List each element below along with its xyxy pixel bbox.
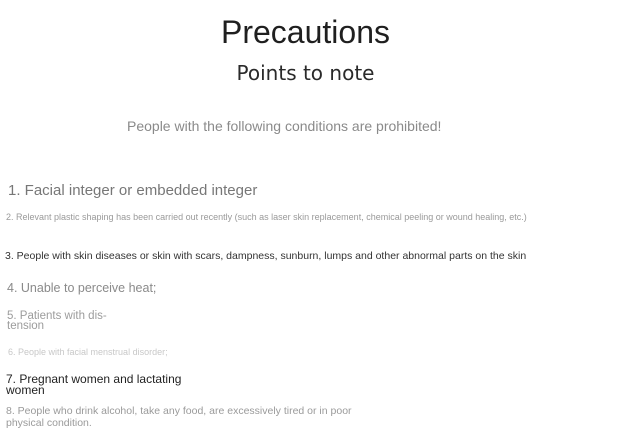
list-item-6: 6. People with facial menstrual disorder; — [8, 347, 168, 357]
list-item-5: 5. Patients with dis- tension — [7, 310, 107, 332]
list-item-8: 8. People who drink alcohol, take any food, are excessively tired or in poor physical condition. — [6, 405, 352, 429]
prohibited-intro: People with the following conditions are prohibited! — [127, 118, 442, 134]
list-item-2: 2. Relevant plastic shaping has been carried out recently (such as laser skin replacement, chemical peeling or wound healing, etc.) — [6, 212, 527, 222]
list-item-7: 7. Pregnant women and lactating women — [6, 372, 182, 397]
page-subtitle: Points to note — [236, 61, 375, 85]
list-item-3: 3. People with skin diseases or skin with scars, dampness, sunburn, lumps and other abnormal parts on the skin — [5, 250, 527, 262]
list-item-4: 4. Unable to perceive heat; — [7, 281, 157, 295]
list-item-1: 1. Facial integer or embedded integer — [8, 182, 258, 199]
page-title: Precautions — [221, 14, 390, 50]
